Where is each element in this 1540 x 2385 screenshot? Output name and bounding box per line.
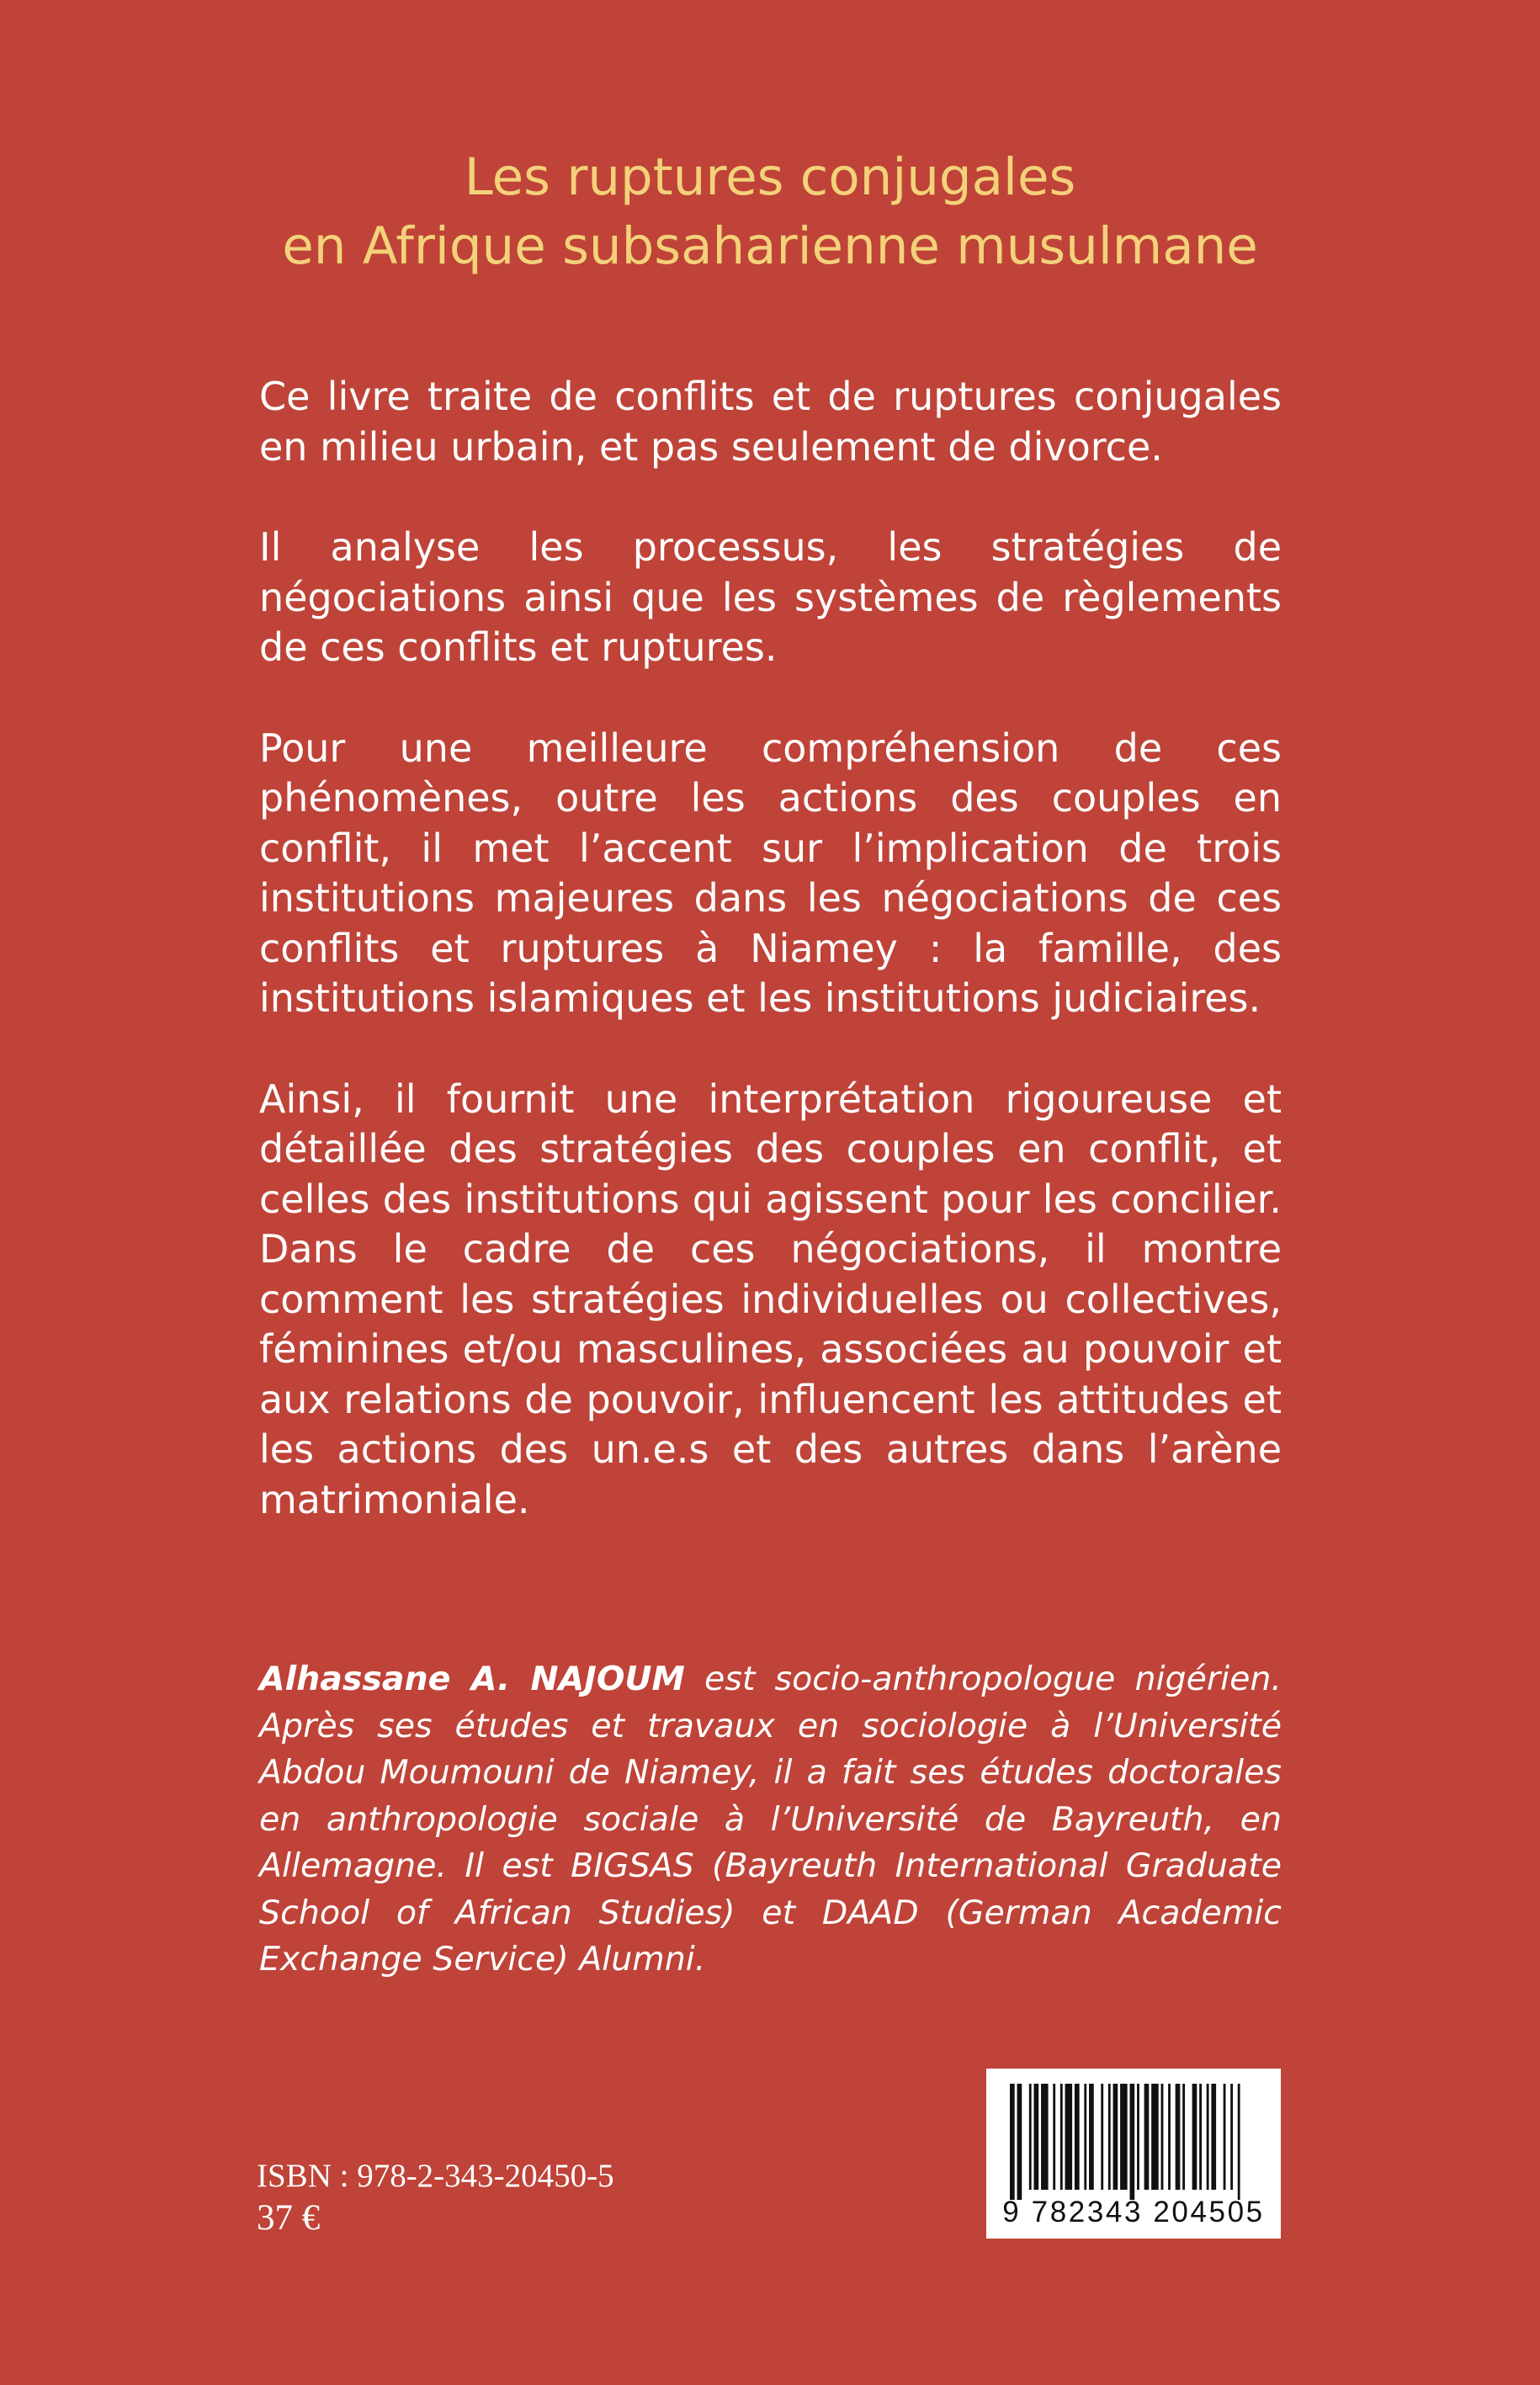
- barcode-bar: [1182, 2084, 1185, 2190]
- barcode-bar: [1084, 2084, 1086, 2190]
- barcode-bar: [1176, 2084, 1181, 2190]
- barcode-bar: [1192, 2084, 1197, 2190]
- book-title-line1: Les ruptures conjugales: [464, 147, 1076, 207]
- barcode-bar: [1060, 2084, 1063, 2190]
- barcode-bar: [1034, 2084, 1039, 2190]
- barcode-bar: [1130, 2084, 1135, 2200]
- barcode: [986, 2069, 1281, 2239]
- barcode-bar: [1168, 2084, 1171, 2190]
- barcode-bar: [1017, 2084, 1022, 2200]
- barcode-bar: [1224, 2084, 1226, 2190]
- barcode-bar: [1029, 2084, 1032, 2190]
- summary-paragraph: Pour une meilleure compréhension de ces phénomènes, outre les actions des couples en conflit, il met l’accent sur l’implication de trois institutions majeures dans les négociations de ces conflits et ruptures à Niamey : la famille, des institutions islamiques et les institutions judiciaires.: [259, 725, 1282, 1021]
- barcode-bar: [1010, 2084, 1015, 2200]
- barcode-bar: [1041, 2084, 1049, 2190]
- barcode-bar: [1230, 2084, 1233, 2190]
- barcode-bar: [1137, 2084, 1139, 2190]
- book-title-line2: en Afrique subsaharienne musulmane: [282, 216, 1258, 276]
- barcode-bar: [1065, 2084, 1073, 2190]
- author-name: Alhassane A. NAJOUM: [259, 1660, 685, 1698]
- author-bio: [259, 1656, 1282, 1984]
- barcode-bar: [1108, 2084, 1111, 2190]
- back-cover-summary: [259, 372, 1282, 1575]
- book-title: [0, 143, 1540, 281]
- barcode-bar: [1161, 2084, 1164, 2190]
- barcode-bar: [1120, 2084, 1128, 2190]
- barcode-digits: 9 782343 204505: [1002, 2196, 1265, 2228]
- summary-paragraph: Ainsi, il fournit une interprétation rigoureuse et détaillée des stratégies des couples en conflit, et celles des institutions qui agissent pour les concilier. Dans le cadre de ces négociations, il montre comment les stratégies individuelles ou collectives, féminines et/ou masculines, associées au pouvoir et aux relations de pouvoir, influencent les attitudes et les actions des un.e.s et des autres dans l’arène matrimoniale.: [259, 1076, 1282, 1522]
- author-bio-text: est socio-anthropologue nigérien. Après ses études et travaux en sociologie à l’Université Abdou Moumouni de Niamey, il a fait ses études doctorales en anthropologie sociale à l’Université de Bayreuth, en Allemagne. Il est BIGSAS (Bayreuth International Graduate School of African Studies) et DAAD (German Academic Exchange Service) Alumni.: [259, 1660, 1282, 1979]
- barcode-bar: [1199, 2084, 1202, 2190]
- isbn: ISBN : 978-2-343-20450-5: [257, 2158, 614, 2194]
- barcode-bar: [1113, 2084, 1118, 2190]
- barcode-bar: [1207, 2084, 1209, 2190]
- barcode-bar: [1101, 2084, 1103, 2190]
- barcode-bar: [1075, 2084, 1080, 2190]
- barcode-bar: [1144, 2084, 1150, 2190]
- barcode-bar: [1151, 2084, 1159, 2190]
- price: 37 €: [257, 2198, 321, 2238]
- barcode-bar: [1053, 2084, 1055, 2190]
- summary-paragraph: Il analyse les processus, les stratégies de négociations ainsi que les systèmes de règlements de ces conflits et ruptures.: [259, 524, 1282, 670]
- barcode-bar: [1238, 2084, 1240, 2200]
- summary-paragraph: Ce livre traite de conflits et de ruptures conjugales en milieu urbain, et pas seulement de divorce.: [259, 374, 1282, 470]
- barcode-bar: [1089, 2084, 1094, 2190]
- barcode-bar: [1211, 2084, 1216, 2190]
